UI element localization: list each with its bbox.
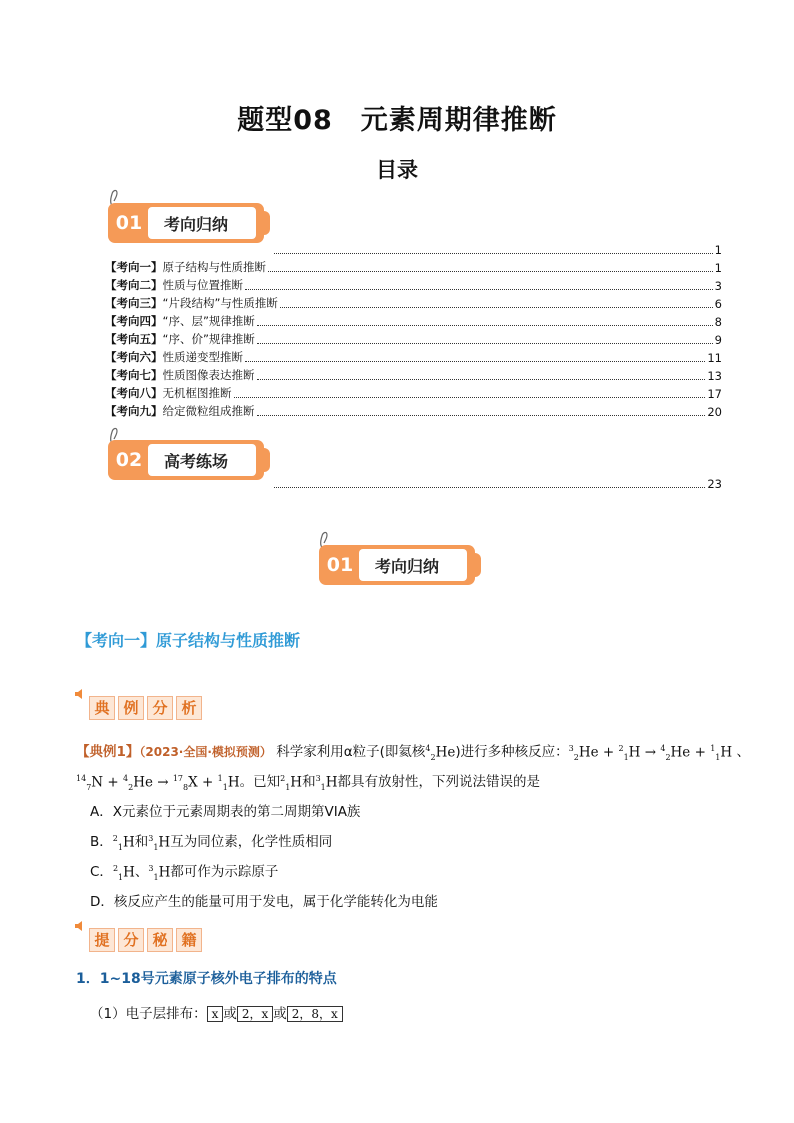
badge-number: 02 — [115, 449, 143, 471]
toc-page: 13 — [707, 369, 722, 383]
blank-box[interactable]: 2，8，x — [287, 1006, 343, 1022]
tag-tips: 提 分 秘 籍 — [89, 928, 202, 952]
example-line-1: 【典例1】（2023·全国·模拟预测） 科学家利用α粒子(即氦核$^4_2$He)进行多种核反应：$^3_2$He + $^2_1$H → $^4_2$He + $^1_1$H 、 — [76, 743, 750, 762]
toc-tag: 【考向九】 — [105, 404, 163, 418]
section-badge-02 — [108, 440, 264, 480]
tip-item-1: （1）电子层排布： x 或 2，x 或 2，8，x — [90, 1002, 343, 1022]
tip-heading-1: 1．1~18号元素原子核外电子排布的特点 — [76, 971, 337, 987]
speaker-icon — [74, 688, 86, 700]
badge-label: 高考练场 — [148, 444, 256, 476]
badge-number: 01 — [326, 554, 354, 576]
toc-row[interactable] — [105, 294, 722, 311]
toc-label: 无机框图推断 — [162, 386, 232, 400]
blank-box[interactable]: x — [207, 1006, 224, 1022]
isotope-he4: $^4_2$He — [425, 743, 456, 762]
option-a[interactable]: A．X元素位于元素周期表的第二周期第VIA族 — [90, 804, 361, 820]
toc-page: 1 — [714, 261, 722, 275]
example-label: 【典例1】 — [76, 744, 140, 760]
toc-row[interactable] — [105, 276, 722, 293]
toc-row[interactable] — [105, 402, 722, 419]
toc-page: 3 — [714, 279, 722, 293]
badge-label: 考向归纳 — [148, 207, 256, 239]
toc-row[interactable] — [105, 312, 722, 329]
toc-page: 20 — [707, 405, 722, 419]
badge-number: 01 — [115, 212, 143, 234]
speaker-icon — [74, 920, 86, 932]
tag-example-analysis: 典 例 分 析 — [89, 696, 202, 720]
toc-label: 性质与位置推断 — [162, 278, 243, 292]
toc-row[interactable] — [105, 366, 722, 383]
toc-label: 给定微粒组成推断 — [162, 404, 255, 418]
toc-page: 8 — [714, 315, 722, 329]
badge-label: 考向归纳 — [359, 549, 467, 581]
toc-page: 11 — [707, 351, 722, 365]
example-source: （2023·全国·模拟预测） — [139, 745, 272, 759]
toc-label: “序、层”规律推断 — [162, 314, 255, 328]
toc-page: 17 — [707, 387, 722, 401]
toc-row-practice[interactable] — [272, 474, 722, 491]
toc-tag: 【考向四】 — [105, 314, 163, 328]
toc-tag: 【考向二】 — [105, 278, 163, 292]
toc-label: 性质递变型推断 — [162, 350, 243, 364]
toc-label: 原子结构与性质推断 — [162, 260, 266, 274]
blank-box[interactable]: 2，x — [237, 1006, 273, 1022]
option-b[interactable]: B．$^2_1$H和$^3_1$H互为同位素，化学性质相同 — [90, 833, 333, 852]
section-badge-01 — [108, 203, 264, 243]
toc-page: 23 — [707, 477, 722, 491]
toc-page: 1 — [714, 243, 722, 257]
option-c[interactable]: C．$^2_1$H、$^3_1$H都可作为示踪原子 — [90, 863, 279, 882]
toc-heading: 目录 — [376, 158, 418, 182]
section-badge-01-body — [319, 545, 475, 585]
toc-tag: 【考向七】 — [105, 368, 163, 382]
toc-label: 性质图像表达推断 — [162, 368, 255, 382]
toc-row[interactable] — [105, 258, 722, 275]
toc-row[interactable] — [105, 384, 722, 401]
toc-page: 6 — [714, 297, 722, 311]
toc-row[interactable] — [105, 348, 722, 365]
toc-tag: 【考向五】 — [105, 332, 163, 346]
toc-tag: 【考向六】 — [105, 350, 163, 364]
document-title: 题型08 元素周期律推断 — [237, 105, 557, 136]
toc-tag: 【考向八】 — [105, 386, 163, 400]
toc-row[interactable] — [105, 330, 722, 347]
example-line-2: $^{14}_7$N + $^4_2$He → $^{17}_8$X + $^1_1$H。已知$^2_1$H和$^3_1$H都具有放射性，下列说法错误的是 — [76, 773, 541, 792]
toc-tag: 【考向一】 — [105, 260, 163, 274]
section-heading: 【考向一】原子结构与性质推断 — [76, 631, 301, 650]
toc-page: 9 — [714, 333, 722, 347]
toc-row[interactable] — [272, 240, 722, 257]
toc-label: “片段结构”与性质推断 — [162, 296, 278, 310]
toc-label: “序、价”规律推断 — [162, 332, 255, 346]
option-d[interactable]: D．核反应产生的能量可用于发电，属于化学能转化为电能 — [90, 894, 438, 910]
toc-tag: 【考向三】 — [105, 296, 163, 310]
